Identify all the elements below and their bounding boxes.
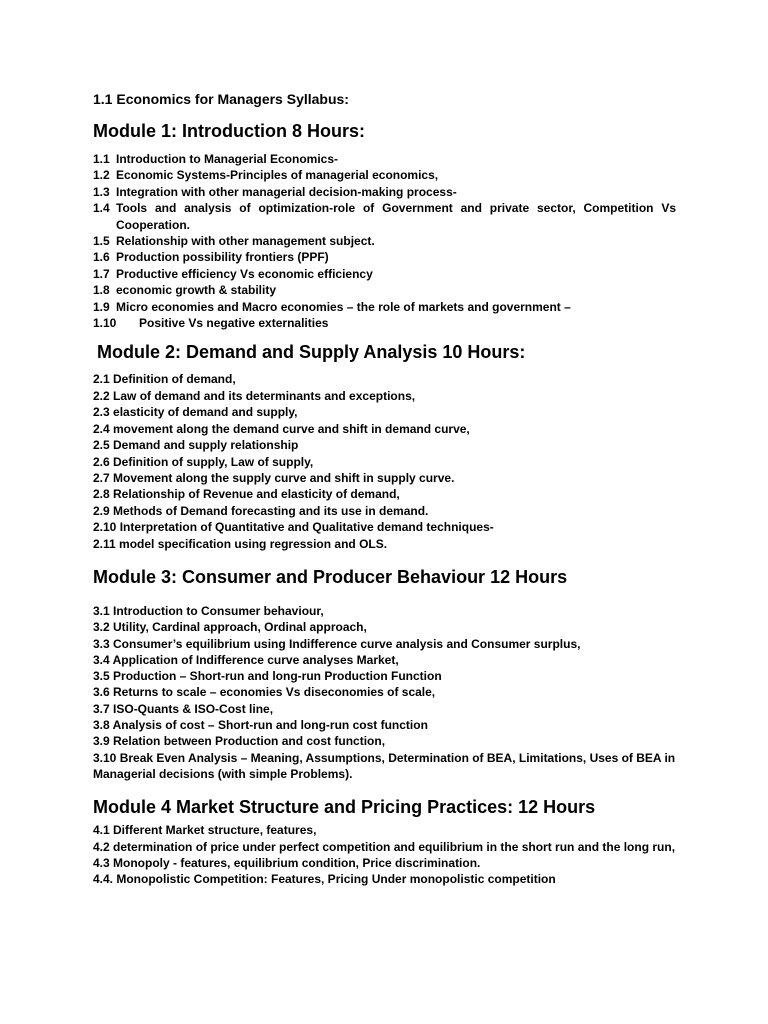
list-item: 3.8 Analysis of cost – Short-run and long-run cost function: [93, 718, 428, 733]
module-4: [93, 796, 676, 888]
list-item: 3.1 Introduction to Consumer behaviour,: [93, 603, 324, 618]
module-4-heading: Module 4 Market Structure and Pricing Practices: 12 Hours: [93, 797, 596, 818]
list-item: 2.2 Law of demand and its determinants and exceptions,: [93, 388, 416, 403]
syllabus-document: [93, 90, 676, 888]
list-item: 2.1 Definition of demand,: [93, 372, 236, 387]
list-item: 2.8 Relationship of Revenue and elasticity of demand,: [93, 487, 400, 502]
list-item: 4.3 Monopoly - features, equilibrium condition, Price discrimination.: [93, 856, 481, 871]
list-item: 4.2 determination of price under perfect competition and equilibrium in the short run and the long run,: [93, 839, 676, 854]
list-item: 2.7 Movement along the supply curve and shift in supply curve.: [93, 470, 455, 485]
topic-number: 1.8: [93, 283, 110, 298]
module-1-heading: Module 1: Introduction 8 Hours:: [93, 121, 365, 141]
list-item: [93, 184, 676, 200]
topic-text: Micro economies and Macro economies – the role of markets and government –: [116, 299, 571, 314]
module-2-topic-list: [93, 371, 676, 551]
list-item: [93, 151, 676, 167]
topic-text: Integration with other managerial decision-making process-: [116, 184, 457, 199]
list-item: 2.5 Demand and supply relationship: [93, 438, 299, 453]
list-item: 3.2 Utility, Cardinal approach, Ordinal approach,: [93, 620, 367, 635]
list-item: 3.6 Returns to scale – economies Vs diseconomies of scale,: [93, 685, 436, 700]
list-item: [93, 249, 676, 265]
module-1-topic-list: [93, 151, 676, 331]
topic-number: 1.1: [93, 152, 110, 166]
document-title: 1.1 Economics for Managers Syllabus:: [93, 91, 349, 107]
module-3-heading: Module 3: Consumer and Producer Behaviour 12 Hours: [93, 566, 568, 587]
module-1: [93, 120, 676, 331]
module-2: [93, 341, 676, 551]
list-item: 3.5 Production – Short-run and long-run Production Function: [93, 669, 442, 684]
topic-number: 1.4: [93, 201, 110, 216]
topic-number: 1.9: [93, 299, 110, 314]
list-item: 2.4 movement along the demand curve and shift in demand curve,: [93, 421, 470, 436]
list-item: 4.4. Monopolistic Competition: Features, Pricing Under monopolistic competition: [93, 872, 556, 887]
list-item: [93, 266, 676, 282]
list-item: 2.3 elasticity of demand and supply,: [93, 405, 298, 420]
topic-number: 1.5: [93, 234, 110, 249]
list-item: 2.11 model specification using regression and OLS.: [93, 536, 388, 551]
topic-text: Tools and analysis of optimization-role of Government and private sector, Competition Vs Cooperation.: [116, 201, 676, 232]
list-item: [93, 299, 676, 315]
topic-number: 1.6: [93, 250, 110, 265]
topic-text: Productive efficiency Vs economic efficiency: [116, 266, 373, 281]
list-item: 3.7 ISO-Quants & ISO-Cost line,: [93, 701, 274, 716]
topic-number: 1.7: [93, 266, 110, 281]
list-item: 3.4 Application of Indifference curve analyses Market,: [93, 652, 399, 667]
list-item: [93, 167, 676, 183]
module-3: [93, 566, 676, 782]
list-item: [93, 200, 676, 233]
module-3-topic-list: [93, 603, 676, 782]
topic-number: 1.3: [93, 184, 110, 199]
list-item: 2.6 Definition of supply, Law of supply,: [93, 454, 314, 469]
topic-number: 1.2: [93, 168, 110, 183]
module-2-heading: Module 2: Demand and Supply Analysis 10 Hours:: [97, 342, 526, 363]
list-item: [93, 233, 676, 249]
list-item: 3.10 Break Even Analysis – Meaning, Assumptions, Determination of BEA, Limitations, Uses of BEA in Managerial decisions (with simple Problems).: [93, 750, 676, 781]
topic-number: 1.10: [93, 316, 117, 331]
list-item: [93, 282, 676, 298]
list-item: 3.9 Relation between Production and cost function,: [93, 734, 386, 749]
topic-text: Economic Systems-Principles of managerial economics,: [116, 168, 439, 183]
topic-text: Introduction to Managerial Economics-: [116, 152, 339, 166]
list-item: [93, 315, 676, 331]
list-item: 4.1 Different Market structure, features,: [93, 823, 317, 838]
list-item: 2.9 Methods of Demand forecasting and its use in demand.: [93, 503, 429, 518]
topic-text: Positive Vs negative externalities: [139, 316, 329, 331]
topic-text: Production possibility frontiers (PPF): [116, 250, 329, 265]
topic-text: Relationship with other management subject.: [116, 234, 375, 249]
list-item: 2.10 Interpretation of Quantitative and Qualitative demand techniques-: [93, 520, 494, 535]
topic-text: economic growth & stability: [116, 283, 277, 298]
module-4-topic-list: [93, 822, 676, 888]
list-item: 3.3 Consumer’s equilibrium using Indifference curve analysis and Consumer surplus,: [93, 636, 581, 651]
